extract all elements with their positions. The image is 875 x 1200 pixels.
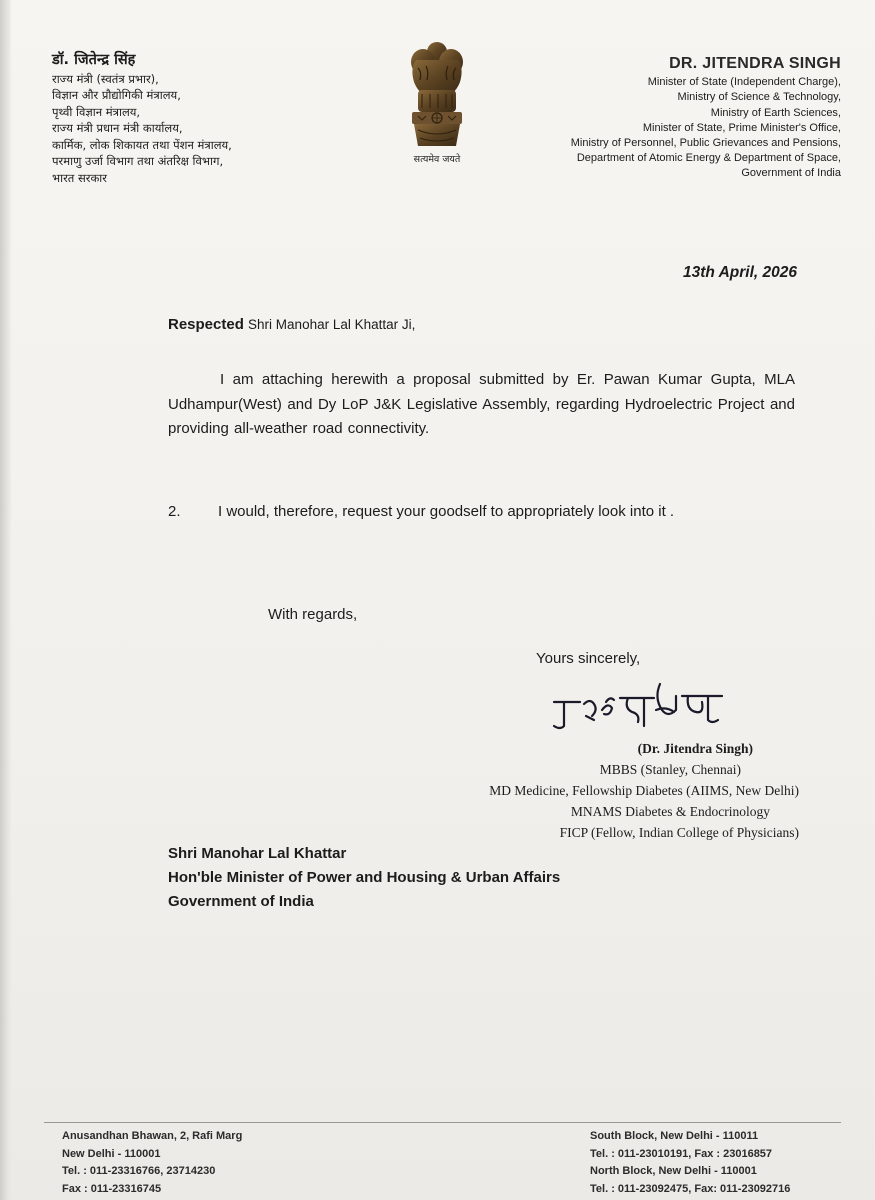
english-line: Department of Atomic Energy & Department of Space,: [576, 152, 841, 165]
footer-line: Tel. : 011-23316766, 23714230: [62, 1165, 216, 1177]
closing-regards: With regards,: [268, 606, 358, 623]
footer-line: New Delhi - 110001: [62, 1147, 161, 1160]
footer-address-left: [62, 1128, 242, 1198]
qualification-line: FICP (Fellow, Indian College of Physicians): [559, 825, 799, 840]
footer-line: Tel. : 011-23010191, Fax : 23016857: [590, 1147, 773, 1160]
sign-off: Yours sincerely,: [536, 650, 641, 667]
hindi-line: परमाणु उर्जा विभाग तथा अंतरिक्ष विभाग,: [52, 154, 224, 168]
hindi-minister-name: डॉ. जितेन्द्र सिंह: [52, 52, 136, 68]
english-line: Ministry of Earth Sciences,: [710, 106, 841, 119]
footer-line: Anusandhan Bhawan, 2, Rafi Marg: [62, 1130, 243, 1142]
hindi-line: राज्य मंत्री (स्वतंत्र प्रभार),: [52, 71, 159, 86]
handwritten-signature: [548, 676, 728, 734]
qualification-line: MBBS (Stanley, Chennai): [599, 762, 741, 777]
paragraph-number: 2.: [168, 503, 181, 520]
salutation-name: Shri Manohar Lal Khattar Ji,: [248, 317, 416, 332]
addressee-line: Government of India: [168, 893, 314, 910]
hindi-line: पृथ्वी विज्ञान मंत्रालय,: [52, 104, 141, 119]
paragraph-2-text: I would, therefore, request your goodself to appropriately look into it .: [218, 503, 675, 520]
hindi-line: कार्मिक, लोक शिकायत तथा पेंशन मंत्रालय,: [52, 137, 232, 152]
paper-edge-shadow: [0, 0, 12, 1200]
english-line: Ministry of Science & Technology,: [677, 91, 841, 104]
hindi-line: भारत सरकार: [52, 170, 107, 185]
salutation-lead: Respected: [168, 316, 244, 333]
footer-line: South Block, New Delhi - 110011: [590, 1130, 759, 1142]
hindi-line: विज्ञान और प्रौद्योगिकी मंत्रालय,: [52, 88, 181, 102]
footer-divider: [44, 1122, 841, 1123]
addressee-line: Shri Manohar Lal Khattar: [168, 845, 347, 862]
paragraph-1-text: I am attaching herewith a proposal submitted by Er. Pawan Kumar Gupta, MLA Udhampur(West) and Dy LoP J&K Legislative Assembly, regarding Hydroelectric Project and providing all-weather road connectivity.: [168, 371, 795, 437]
salutation: [168, 316, 415, 333]
english-line: Minister of State, Prime Minister's Office,: [642, 121, 841, 134]
hindi-line: राज्य मंत्री प्रधान मंत्री कार्यालय,: [52, 121, 183, 135]
addressee-block: [168, 842, 560, 914]
english-line: Ministry of Personnel, Public Grievances and Pensions,: [570, 137, 841, 150]
qualification-line: MNAMS Diabetes & Endocrinology: [570, 804, 770, 819]
letterhead-english: [571, 56, 841, 182]
signer-details: [489, 738, 799, 843]
footer-line: Fax : 011-23316745: [62, 1182, 162, 1195]
footer-address-right: [590, 1128, 790, 1198]
body-paragraph-1: [168, 368, 795, 442]
letter-date: 13th April, 2026: [682, 264, 797, 281]
qualification-line: MD Medicine, Fellowship Diabetes (AIIMS, New Delhi): [489, 783, 799, 798]
letterhead-hindi: [52, 52, 232, 186]
emblem-motto: सत्यमेव जयते: [413, 154, 461, 165]
national-emblem-icon: [404, 38, 470, 168]
english-line: Minister of State (Independent Charge),: [647, 76, 841, 89]
signer-name: (Dr. Jitendra Singh): [637, 741, 753, 756]
body-paragraph-2: [168, 500, 795, 525]
english-line: Government of India: [741, 167, 841, 180]
footer-line: Tel. : 011-23092475, Fax: 011-23092716: [590, 1182, 791, 1195]
english-minister-name: DR. JITENDRA SINGH: [669, 55, 841, 72]
addressee-line: Hon'ble Minister of Power and Housing & Urban Affairs: [168, 869, 561, 886]
footer-line: North Block, New Delhi - 110001: [590, 1165, 757, 1177]
